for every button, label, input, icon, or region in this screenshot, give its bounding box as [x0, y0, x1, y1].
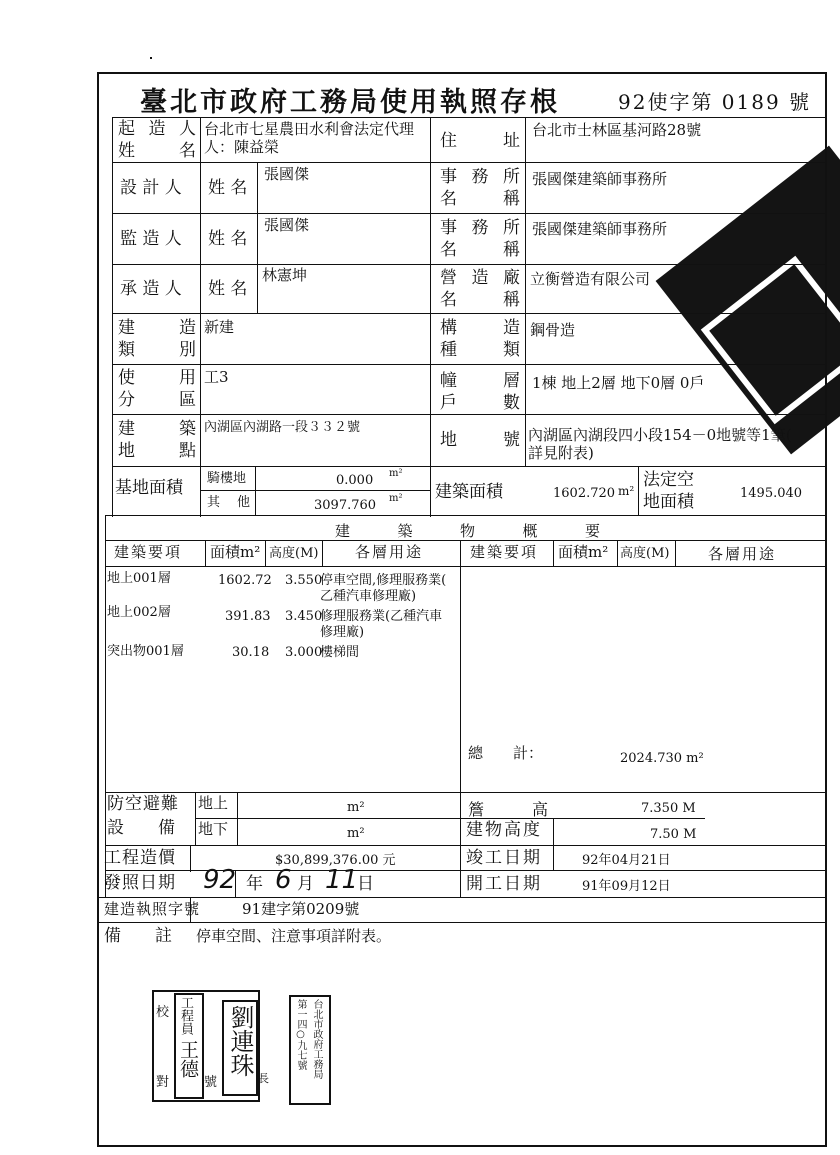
shelter-above-label: 地上 [198, 794, 229, 812]
arcade-label: 騎樓地 [207, 471, 247, 486]
rule [265, 540, 266, 566]
permit-number: 92使字第 0189 號 [618, 90, 812, 114]
scan-speck [150, 57, 152, 59]
supervisor-office-label: 事 務 所 名 稱 [440, 218, 520, 260]
rule [105, 515, 106, 898]
applicant-label: 起 造 人 姓 名 [118, 119, 196, 161]
floor-item: 地上001層 [107, 571, 171, 586]
supervisor-name: 張國傑 [264, 216, 310, 234]
rule [638, 466, 639, 516]
issue-day-char: 日 [357, 874, 374, 894]
site-label: 建 築 地 點 [118, 419, 196, 461]
supervisor-label: 監 造 人 [120, 229, 182, 249]
rule [430, 117, 431, 517]
building-area-unit: m² [618, 484, 635, 498]
total-value: 2024.730 m² [620, 751, 704, 766]
issue-year-char: 年 [246, 874, 263, 894]
usage-zone-value: 工3 [204, 368, 229, 386]
supervisor-office-value: 張國傑建築師事務所 [532, 220, 668, 238]
floors-label: 幢 層 戶 數 [440, 371, 520, 413]
rule [112, 213, 827, 214]
rule [525, 117, 526, 467]
remarks-value: 停車空間、注意事項詳附表。 [196, 927, 392, 945]
construction-permit-label: 建造執照字號 [104, 900, 201, 918]
structure-value: 鋼骨造 [530, 321, 576, 339]
rule [97, 922, 827, 923]
floor-height: 3.550 [285, 573, 323, 588]
building-height-label: 建物高度 [466, 820, 542, 840]
col-item-right: 建築要項 [470, 543, 539, 561]
rule [190, 845, 191, 872]
building-area-label: 建築面積 [435, 482, 503, 502]
other-value: 3097.760 [314, 498, 377, 513]
building-type-value: 新建 [204, 318, 235, 336]
address-label: 住 址 [440, 131, 520, 151]
floor-area: 30.18 [232, 645, 270, 660]
supervisor-name-label: 姓 名 [208, 229, 248, 249]
rule [553, 540, 554, 566]
other-label: 其 他 [207, 495, 253, 510]
floor-use-line2: 修理廠) [320, 625, 365, 640]
rule [460, 540, 461, 898]
designer-office-value: 張國傑建築師事務所 [532, 170, 668, 188]
rule [255, 466, 256, 516]
building-area-value: 1602.720 [553, 486, 616, 501]
completion-label: 竣工日期 [466, 848, 542, 868]
floor-area: 391.83 [225, 609, 271, 624]
usage-zone-label: 使 用 分 區 [118, 368, 196, 410]
shelter-label-line1: 防空避難 [107, 794, 179, 814]
engineer-name: 王德 [177, 1040, 199, 1078]
designer-label: 設 計 人 [120, 178, 182, 198]
floor-item: 地上002層 [107, 605, 171, 620]
number-label: 號 [204, 1075, 218, 1090]
completion-value: 92年04月21日 [582, 853, 671, 868]
floor-height: 3.450 [285, 609, 323, 624]
contractor-company-label: 營 造 廠 名 稱 [440, 268, 520, 310]
shelter-below-label: 地下 [198, 820, 229, 838]
summary-title: 建 築 物 概 要 [335, 522, 600, 540]
open-space-label-line2: 地面積 [643, 492, 694, 512]
shelter-above-unit: m² [347, 800, 365, 815]
total-label: 總 計： [468, 744, 544, 762]
rule [617, 540, 618, 566]
seal-text-1: 台北市政府工務局 [311, 999, 322, 1079]
officer-suffix: 長 [258, 1072, 269, 1085]
issue-month: 6 [275, 865, 292, 895]
rule [112, 117, 827, 118]
construction-permit-value: 91建字第0209號 [242, 900, 360, 918]
col-area-left: 面積m² [210, 543, 261, 561]
rule [105, 845, 827, 846]
rule [195, 818, 460, 819]
rule [205, 540, 206, 566]
col-height-left: 高度(M) [269, 546, 319, 561]
start-date-label: 開工日期 [466, 874, 542, 894]
contractor-label: 承 造 人 [120, 279, 182, 299]
col-item-left: 建築要項 [114, 543, 183, 561]
rule [112, 313, 827, 314]
lot-value-line2: 詳見附表) [528, 444, 594, 462]
rule [105, 566, 827, 567]
contractor-name-label: 姓 名 [208, 279, 248, 299]
issue-month-char: 月 [297, 874, 314, 894]
issue-date-label: 發照日期 [104, 873, 176, 893]
site-value: 內湖區內湖路一段３３２號 [204, 420, 361, 435]
col-area-right: 面積m² [558, 543, 609, 561]
issue-year: 92 [203, 865, 237, 895]
document-title: 臺北市政府工務局使用執照存根 [140, 87, 560, 118]
open-space-label-line1: 法定空 [643, 470, 694, 490]
floor-use-line1: 樓梯間 [320, 645, 360, 660]
rule [675, 540, 676, 566]
building-type-label: 建 造 類 別 [118, 318, 196, 360]
applicant-value-line2: 人：陳益榮 [204, 138, 280, 156]
rule [105, 792, 827, 793]
cost-label: 工程造價 [104, 848, 176, 868]
col-use-left: 各層用途 [355, 543, 424, 561]
rule [112, 162, 827, 163]
engineer-title: 工程員 [178, 996, 193, 1035]
floor-item: 突出物001層 [107, 644, 184, 659]
check-label-bottom: 對 [156, 1075, 170, 1090]
arcade-unit: m² [389, 468, 403, 479]
base-area-label: 基地面積 [115, 478, 183, 498]
designer-name: 張國傑 [264, 165, 310, 183]
designer-office-label: 事 務 所 名 稱 [440, 167, 520, 209]
address-value: 台北市士林區基河路28號 [532, 121, 702, 139]
rule [112, 466, 827, 467]
lot-value-line1: 內湖區內湖段四小段154－0地號等1筆( [528, 426, 792, 444]
col-use-right: 各層用途 [708, 545, 777, 563]
rule [200, 117, 201, 517]
shelter-label-line2: 設 備 [107, 818, 175, 838]
building-height-value: 7.50 M [650, 827, 697, 842]
floor-use-line1: 修理服務業(乙種汽車 [320, 609, 443, 624]
rule [553, 818, 554, 871]
rule [112, 414, 827, 415]
designer-name-label: 姓 名 [208, 178, 248, 198]
floor-use-line2: 乙種汽車修理廠) [320, 589, 417, 604]
applicant-value-line1: 台北市七星農田水利會法定代理 [204, 120, 415, 138]
eave-label: 簷 高 [468, 800, 548, 819]
check-label-top: 校 [156, 1005, 170, 1020]
rule [200, 490, 430, 491]
structure-label: 構 造 種 類 [440, 318, 520, 360]
shelter-below-unit: m² [347, 826, 365, 841]
floors-value: 1棟 地上2層 地下0層 0戶 [532, 374, 705, 392]
floor-height: 3.000 [285, 645, 323, 660]
floor-area: 1602.72 [218, 573, 272, 588]
floor-use-line1: 停車空間,修理服務業( [320, 573, 447, 588]
rule [112, 264, 827, 265]
contractor-name: 林憲坤 [262, 266, 308, 284]
cost-value: $30,899,376.00 元 [275, 853, 396, 868]
col-height-right: 高度(M) [620, 546, 670, 561]
arcade-value: 0.000 [336, 473, 374, 488]
rule [195, 792, 196, 845]
rule [257, 162, 258, 314]
officer-name: 劉連珠 [226, 1005, 254, 1077]
rule [105, 515, 827, 516]
start-date-value: 91年09月12日 [582, 879, 671, 894]
contractor-company-value: 立衡營造有限公司 [530, 270, 651, 288]
rule [322, 540, 323, 566]
eave-value: 7.350 M [641, 801, 696, 816]
rule [237, 792, 238, 845]
remarks-label: 備 註 [104, 926, 172, 946]
other-unit: m² [389, 493, 403, 504]
rule [112, 117, 113, 517]
rule [112, 364, 827, 365]
open-space-value: 1495.040 [740, 486, 803, 501]
issue-day: 11 [325, 865, 359, 895]
rule [97, 897, 827, 898]
seal-text-2: 第一四○九七號 [295, 999, 306, 1070]
lot-label: 地 號 [440, 430, 520, 450]
